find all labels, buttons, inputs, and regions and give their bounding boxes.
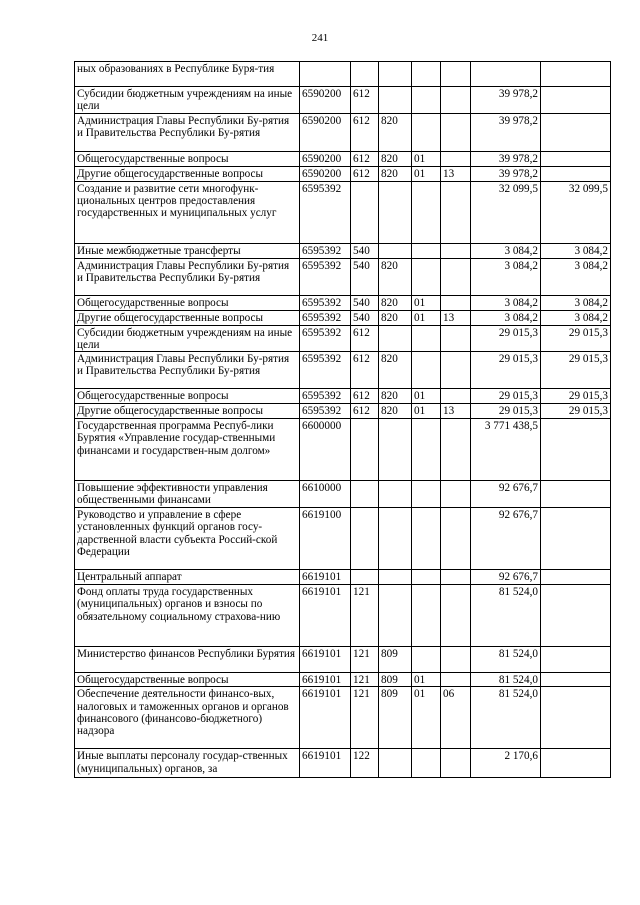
cell-amount: 29 015,3 xyxy=(471,389,541,404)
cell-code: 6619101 xyxy=(300,570,351,585)
cell-amount-federal xyxy=(541,687,611,749)
cell-code: 6590200 xyxy=(300,166,351,181)
cell-amount-federal: 29 015,3 xyxy=(541,389,611,404)
cell-code: 6595392 xyxy=(300,181,351,243)
cell-department xyxy=(379,181,412,243)
cell-department: 820 xyxy=(379,151,412,166)
cell-department: 820 xyxy=(379,310,412,325)
cell-department: 820 xyxy=(379,404,412,419)
cell-subsection xyxy=(441,419,471,481)
cell-amount-federal xyxy=(541,151,611,166)
cell-amount-federal xyxy=(541,481,611,508)
table-row xyxy=(75,166,611,181)
cell-department: 820 xyxy=(379,295,412,310)
cell-amount-federal: 3 084,2 xyxy=(541,295,611,310)
table-row xyxy=(75,62,611,87)
cell-department xyxy=(379,62,412,87)
cell-amount-federal: 3 084,2 xyxy=(541,258,611,295)
cell-item-name: Администрация Главы Республики Бу-рятия и Правительства Республики Бу-рятия xyxy=(75,258,300,295)
cell-item-name: Субсидии бюджетным учреждениям на иные цели xyxy=(75,325,300,352)
cell-code: 6595392 xyxy=(300,243,351,258)
table-row xyxy=(75,310,611,325)
cell-item-name: Руководство и управление в сфере установленных функций органов госу-дарственной власти субъекта Россий-ской Федерации xyxy=(75,508,300,570)
cell-department: 820 xyxy=(379,352,412,389)
cell-item-name: Создание и развитие сети многофунк-циональных центров предоставления государственных и муниципальных услуг xyxy=(75,181,300,243)
cell-subsection xyxy=(441,113,471,151)
cell-section: 01 xyxy=(412,295,441,310)
cell-item-name: Министерство финансов Республики Бурятия xyxy=(75,647,300,673)
cell-item-name: Общегосударственные вопросы xyxy=(75,389,300,404)
cell-item-name: Субсидии бюджетным учреждениям на иные цели xyxy=(75,87,300,114)
cell-expense-type: 121 xyxy=(351,647,379,673)
cell-item-name: Другие общегосударственные вопросы xyxy=(75,310,300,325)
cell-section xyxy=(412,570,441,585)
cell-amount: 39 978,2 xyxy=(471,151,541,166)
cell-expense-type: 540 xyxy=(351,295,379,310)
cell-subsection xyxy=(441,243,471,258)
budget-table xyxy=(74,61,611,778)
cell-section: 01 xyxy=(412,673,441,687)
cell-department: 820 xyxy=(379,113,412,151)
table-row xyxy=(75,419,611,481)
cell-expense-type: 612 xyxy=(351,325,379,352)
cell-expense-type: 121 xyxy=(351,673,379,687)
cell-amount: 29 015,3 xyxy=(471,325,541,352)
cell-item-name: Иные межбюджетные трансферты xyxy=(75,243,300,258)
table-row xyxy=(75,687,611,749)
cell-expense-type: 121 xyxy=(351,687,379,749)
cell-item-name: Фонд оплаты труда государственных (муниципальных) органов и взносы по обязательному социальному страхова-нию xyxy=(75,585,300,647)
table-row xyxy=(75,113,611,151)
cell-department xyxy=(379,749,412,778)
cell-section xyxy=(412,87,441,114)
cell-code: 6595392 xyxy=(300,404,351,419)
cell-amount: 92 676,7 xyxy=(471,481,541,508)
cell-section: 01 xyxy=(412,166,441,181)
cell-amount: 81 524,0 xyxy=(471,585,541,647)
cell-section xyxy=(412,508,441,570)
cell-amount: 3 084,2 xyxy=(471,258,541,295)
cell-subsection xyxy=(441,585,471,647)
cell-item-name: Повышение эффективности управления общественными финансами xyxy=(75,481,300,508)
cell-department: 820 xyxy=(379,389,412,404)
cell-expense-type xyxy=(351,508,379,570)
cell-section: 01 xyxy=(412,151,441,166)
cell-department xyxy=(379,243,412,258)
cell-amount: 2 170,6 xyxy=(471,749,541,778)
cell-department: 809 xyxy=(379,673,412,687)
cell-code: 6590200 xyxy=(300,87,351,114)
cell-section xyxy=(412,181,441,243)
cell-subsection xyxy=(441,749,471,778)
cell-subsection xyxy=(441,508,471,570)
table-row xyxy=(75,151,611,166)
cell-section xyxy=(412,325,441,352)
cell-amount-federal: 3 084,2 xyxy=(541,310,611,325)
cell-item-name: Обеспечение деятельности финансо-вых, налоговых и таможенных органов и органов финансового (финансово-бюджетного) надзора xyxy=(75,687,300,749)
cell-subsection xyxy=(441,647,471,673)
cell-expense-type xyxy=(351,419,379,481)
cell-amount-federal: 29 015,3 xyxy=(541,404,611,419)
cell-amount: 92 676,7 xyxy=(471,508,541,570)
cell-section xyxy=(412,419,441,481)
cell-subsection xyxy=(441,673,471,687)
cell-section xyxy=(412,647,441,673)
table-row xyxy=(75,508,611,570)
cell-code: 6619101 xyxy=(300,749,351,778)
cell-section: 01 xyxy=(412,404,441,419)
cell-subsection xyxy=(441,481,471,508)
cell-amount: 32 099,5 xyxy=(471,181,541,243)
cell-subsection xyxy=(441,325,471,352)
cell-code: 6619101 xyxy=(300,687,351,749)
table-row xyxy=(75,481,611,508)
cell-expense-type xyxy=(351,570,379,585)
cell-item-name: Иные выплаты персоналу государ-ственных (муниципальных) органов, за xyxy=(75,749,300,778)
cell-section: 01 xyxy=(412,310,441,325)
cell-amount-federal xyxy=(541,166,611,181)
cell-amount-federal: 3 084,2 xyxy=(541,243,611,258)
cell-amount-federal: 29 015,3 xyxy=(541,325,611,352)
cell-department xyxy=(379,87,412,114)
cell-expense-type: 540 xyxy=(351,310,379,325)
cell-code: 6590200 xyxy=(300,151,351,166)
cell-expense-type: 122 xyxy=(351,749,379,778)
cell-section xyxy=(412,243,441,258)
page-number: 241 xyxy=(311,32,329,44)
cell-subsection xyxy=(441,62,471,87)
cell-department xyxy=(379,570,412,585)
cell-subsection xyxy=(441,181,471,243)
table-row xyxy=(75,749,611,778)
cell-subsection: 13 xyxy=(441,166,471,181)
cell-department xyxy=(379,481,412,508)
cell-expense-type: 612 xyxy=(351,389,379,404)
cell-department: 820 xyxy=(379,258,412,295)
cell-code: 6595392 xyxy=(300,295,351,310)
cell-expense-type xyxy=(351,181,379,243)
cell-section xyxy=(412,352,441,389)
cell-amount-federal xyxy=(541,87,611,114)
table-row xyxy=(75,673,611,687)
cell-department: 820 xyxy=(379,166,412,181)
cell-code: 6595392 xyxy=(300,258,351,295)
cell-code: 6600000 xyxy=(300,419,351,481)
cell-subsection xyxy=(441,258,471,295)
cell-amount-federal xyxy=(541,647,611,673)
cell-amount: 92 676,7 xyxy=(471,570,541,585)
cell-expense-type: 612 xyxy=(351,404,379,419)
cell-item-name: Другие общегосударственные вопросы xyxy=(75,166,300,181)
cell-amount: 39 978,2 xyxy=(471,113,541,151)
cell-section xyxy=(412,113,441,151)
table-row xyxy=(75,352,611,389)
cell-expense-type: 612 xyxy=(351,113,379,151)
cell-item-name: Администрация Главы Республики Бу-рятия и Правительства Республики Бу-рятия xyxy=(75,352,300,389)
cell-item-name: Государственная программа Респуб-лики Бурятия «Управление государ-ственными финансами и государствен-ным долгом» xyxy=(75,419,300,481)
cell-code: 6595392 xyxy=(300,352,351,389)
cell-subsection xyxy=(441,389,471,404)
cell-code: 6619100 xyxy=(300,508,351,570)
cell-amount-federal xyxy=(541,419,611,481)
cell-amount-federal xyxy=(541,749,611,778)
cell-item-name: Общегосударственные вопросы xyxy=(75,295,300,310)
cell-subsection xyxy=(441,352,471,389)
cell-amount: 39 978,2 xyxy=(471,87,541,114)
budget-table-body xyxy=(75,62,611,778)
cell-code: 6595392 xyxy=(300,325,351,352)
table-row xyxy=(75,647,611,673)
table-row xyxy=(75,585,611,647)
cell-expense-type xyxy=(351,62,379,87)
table-row xyxy=(75,389,611,404)
cell-expense-type: 612 xyxy=(351,87,379,114)
cell-amount: 39 978,2 xyxy=(471,166,541,181)
table-row xyxy=(75,570,611,585)
cell-section: 01 xyxy=(412,687,441,749)
cell-department xyxy=(379,325,412,352)
table-row xyxy=(75,258,611,295)
cell-expense-type: 612 xyxy=(351,352,379,389)
cell-section xyxy=(412,62,441,87)
cell-department: 809 xyxy=(379,647,412,673)
cell-expense-type: 612 xyxy=(351,166,379,181)
cell-expense-type: 121 xyxy=(351,585,379,647)
cell-department xyxy=(379,585,412,647)
cell-department: 809 xyxy=(379,687,412,749)
cell-subsection: 06 xyxy=(441,687,471,749)
cell-code: 6619101 xyxy=(300,647,351,673)
cell-subsection: 13 xyxy=(441,404,471,419)
cell-item-name: Другие общегосударственные вопросы xyxy=(75,404,300,419)
cell-code xyxy=(300,62,351,87)
cell-amount: 3 084,2 xyxy=(471,295,541,310)
cell-item-name: Общегосударственные вопросы xyxy=(75,151,300,166)
cell-code: 6595392 xyxy=(300,389,351,404)
table-row xyxy=(75,404,611,419)
cell-amount-federal xyxy=(541,673,611,687)
cell-amount: 81 524,0 xyxy=(471,687,541,749)
cell-item-name: ных образованиях в Республике Буря-тия xyxy=(75,62,300,87)
cell-section xyxy=(412,258,441,295)
cell-section xyxy=(412,481,441,508)
cell-item-name: Администрация Главы Республики Бу-рятия и Правительства Республики Бу-рятия xyxy=(75,113,300,151)
cell-amount: 3 084,2 xyxy=(471,243,541,258)
table-row xyxy=(75,87,611,114)
cell-expense-type: 540 xyxy=(351,258,379,295)
cell-subsection xyxy=(441,570,471,585)
table-row xyxy=(75,181,611,243)
cell-amount: 3 084,2 xyxy=(471,310,541,325)
cell-code: 6619101 xyxy=(300,585,351,647)
cell-amount xyxy=(471,62,541,87)
cell-amount-federal xyxy=(541,570,611,585)
cell-amount: 3 771 438,5 xyxy=(471,419,541,481)
cell-section xyxy=(412,749,441,778)
cell-code: 6619101 xyxy=(300,673,351,687)
cell-expense-type xyxy=(351,481,379,508)
table-row xyxy=(75,243,611,258)
cell-amount-federal xyxy=(541,113,611,151)
cell-amount-federal xyxy=(541,508,611,570)
cell-department xyxy=(379,419,412,481)
cell-subsection xyxy=(441,295,471,310)
cell-subsection xyxy=(441,87,471,114)
cell-item-name: Общегосударственные вопросы xyxy=(75,673,300,687)
cell-subsection xyxy=(441,151,471,166)
cell-department xyxy=(379,508,412,570)
cell-amount-federal xyxy=(541,62,611,87)
cell-item-name: Центральный аппарат xyxy=(75,570,300,585)
cell-code: 6595392 xyxy=(300,310,351,325)
cell-expense-type: 612 xyxy=(351,151,379,166)
cell-code: 6590200 xyxy=(300,113,351,151)
cell-section xyxy=(412,585,441,647)
cell-amount-federal: 29 015,3 xyxy=(541,352,611,389)
cell-amount: 29 015,3 xyxy=(471,404,541,419)
cell-amount: 81 524,0 xyxy=(471,673,541,687)
table-row xyxy=(75,325,611,352)
cell-section: 01 xyxy=(412,389,441,404)
cell-code: 6610000 xyxy=(300,481,351,508)
cell-amount: 29 015,3 xyxy=(471,352,541,389)
cell-subsection: 13 xyxy=(441,310,471,325)
cell-amount-federal: 32 099,5 xyxy=(541,181,611,243)
cell-amount: 81 524,0 xyxy=(471,647,541,673)
cell-amount-federal xyxy=(541,585,611,647)
cell-expense-type: 540 xyxy=(351,243,379,258)
table-row xyxy=(75,295,611,310)
